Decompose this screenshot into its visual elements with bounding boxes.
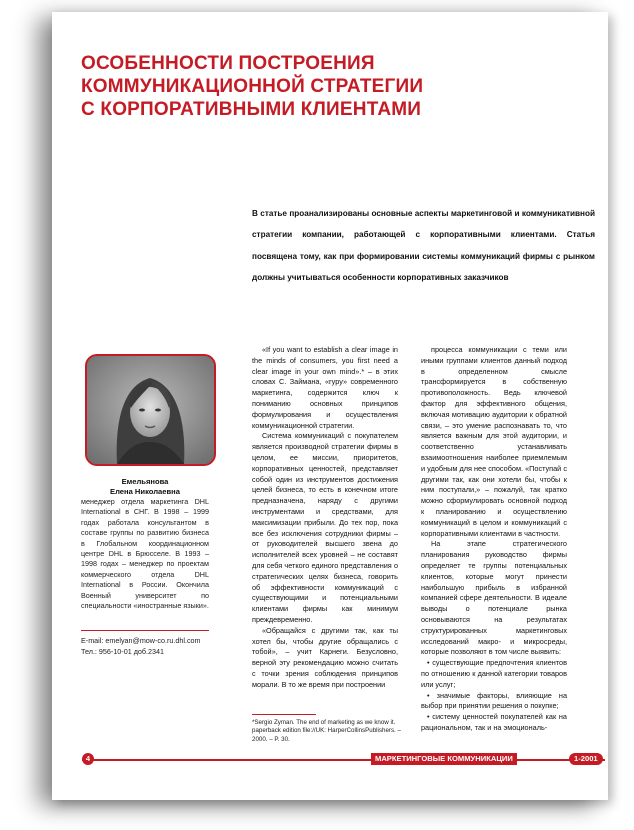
author-contacts — [81, 636, 221, 657]
journal-title: МАРКЕТИНГОВЫЕ КОММУНИКАЦИИ — [371, 753, 517, 765]
author-name — [81, 477, 209, 497]
title-line: С КОРПОРАТИВНЫМИ КЛИЕНТАМИ — [81, 99, 422, 120]
text-column-1 — [252, 345, 398, 691]
author-bio: менеджер отдела маркетинга DHL International в СНГ. В 1998 – 1999 годах работала консультантом в составе группы по развитию бизнеса в Глобальном координационном центре DHL в Брюсселе. В 1993 – 1998 годах – менеджер по проектам коммерческого отдела DHL International в России. Окончила Военный университет по специальности «иностранные языки». — [81, 497, 209, 611]
article-title — [81, 52, 441, 121]
author-photo — [85, 354, 216, 466]
author-portrait-image — [87, 356, 214, 464]
list-item: • значимые факторы, влияющие на выбор при принятии решения о покупке; — [421, 690, 567, 711]
issue-badge: 1-2001 — [569, 753, 603, 765]
title-line: ОСОБЕННОСТИ ПОСТРОЕНИЯ — [81, 53, 375, 74]
footer-rule — [82, 759, 605, 761]
title-line: КОММУНИКАЦИОННОЙ СТРАТЕГИИ — [81, 76, 424, 97]
footnote: *Sergio Zyman. The end of marketing as we know it. paperback edition file://UK: HarperCollinsPublishers. – 2000. – P. 30. — [252, 719, 401, 743]
list-item: • систему ценностей покупателей как на рациональном, так и на эмоциональ- — [421, 712, 567, 732]
page-number: 4 — [82, 753, 94, 765]
article-lead: В статье проанализированы основные аспекты маркетинговой и коммуникативной стратегии компании, работающей с корпоративными клиентами. Статья посвящена тому, как при формировании системы коммуникаций фирмы с рынком должны учитываться особенности корпоративных заказчиков — [252, 209, 595, 283]
paragraph: «Обращайся с другими так, как ты хотел бы, чтобы другие обращались с тобой», – учит Карнеги. Безусловно, верной эту рекомендацию можно считать с точки зрения соблюдения принципов морали. В то же время при построении — [252, 625, 398, 689]
author-email[interactable]: E-mail: emelyan@mow-co.ru.dhl.com — [81, 636, 201, 645]
magazine-page — [52, 12, 608, 800]
author-phone: Тел.: 956-10-01 доб.2341 — [81, 646, 164, 656]
author-surname: Емельянова — [121, 477, 169, 486]
text-column-2 — [421, 345, 567, 734]
list-item: • существующие предпочтения клиентов по отношению к данной категории товаров или услуг; — [421, 658, 567, 689]
paragraph: «If you want to establish a clear image in the minds of consumers, you first need a clear image in your own mind».* – в этих словах С. Займана, «гуру» современного маркетинга, содержится ключ к пониманию основных принципов формулирования и осуществления коммуникационной стратегии. — [252, 345, 398, 430]
divider — [81, 630, 209, 631]
paragraph: процесса коммуникации с теми или иными группами клиентов данный подход в определенном смысле трансформируется в собственную противоположность. Ведь ключевой фактор для эффективного общения, включая мотивацию аудитории к обратной связи, – это умение распознавать то, что является важным для этой аудитории, и соответственно устанавливать взаимоотношения наиболее приемлемым и удобным для нее способом. «Поступай с другими так, как они хотели бы, чтобы к ним поступали,» – пожалуй, так кратко можно сформулировать основной подход к планированию и осуществлению коммуникаций в целом и коммуникаций с корпоративными клиентами в частности. — [421, 345, 567, 538]
paragraph: Система коммуникаций с покупателем является производной стратегии фирмы в целом, ее миссии, приоритетов, корпоративных ценностей, представляет собой один из инструментов достижения целей бизнеса, то есть в конечном итоге предназначена, наряду с другими инструментами и средствами, для максимизации прибыли. До тех пор, пока все без исключения сотрудники фирмы – от руководителей высшего звена до исполнителей всех уровней – не составят для себя четкого единого представления о стратегических целях бизнеса, говорить об эффективности коммуникаций с существующими и потенциальными клиентами фирмы как минимум преждевременно. — [252, 431, 398, 624]
footnote-divider — [252, 714, 316, 715]
author-given-name: Елена Николаевна — [110, 487, 180, 496]
paragraph: На этапе стратегического планирования руководство фирмы определяет те группы потенциальных клиентов, которые могут принести наибольшую прибыль в избранной компанией сфере деятельности. В идеале выводы о потенциале рынка основываются на результатах структурированных маркетинговых исследований макро- и микросреды, которые позволяют в том числе выявить: — [421, 539, 567, 657]
